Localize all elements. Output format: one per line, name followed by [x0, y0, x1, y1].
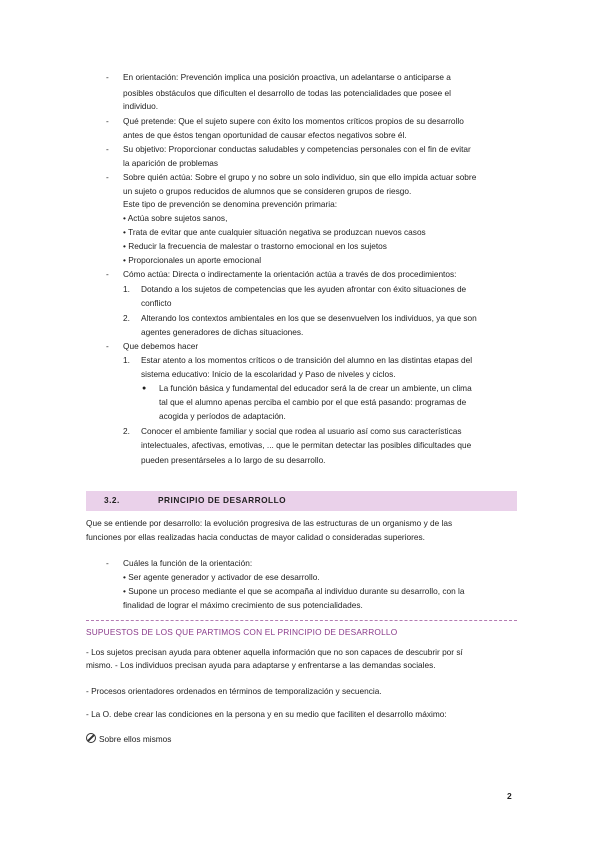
- text-line: pueden presentárseles a lo largo de su desarrollo.: [141, 455, 326, 465]
- text-line: Que debemos hacer: [123, 341, 199, 351]
- text-line: • Proporcionales un aporte emocional: [123, 255, 262, 265]
- text-line: un sujeto o grupos reducidos de alumnos que se consideren grupos de riesgo.: [123, 186, 412, 196]
- subsection-heading: SUPUESTOS DE LOS QUE PARTIMOS CON EL PRINCIPIO DE DESARROLLO: [86, 627, 398, 637]
- text-line: tal que el alumno apenas perciba el cambio por el que está pasando: programas de: [159, 397, 467, 407]
- text-line: Cómo actúa: Directa o indirectamente la orientación actúa a través de dos procedimientos:: [123, 269, 457, 279]
- text-line: - Procesos orientadores ordenados en términos de temporalización y secuencia.: [86, 686, 382, 696]
- text-line: Su objetivo: Proporcionar conductas saludables y competencias personales con el fin de evitar: [123, 144, 471, 154]
- item-number: 1.: [123, 355, 130, 365]
- section-number: 3.2.: [104, 495, 120, 505]
- dashed-divider: [86, 620, 517, 621]
- text-line: • Ser agente generador y activador de ese desarrollo.: [123, 572, 320, 582]
- text-line: Alterando los contextos ambientales en los que se desenvuelven los individuos, ya que son: [141, 313, 477, 323]
- text-line: • Reducir la frecuencia de malestar o trastorno emocional en los sujetos: [123, 241, 387, 251]
- text-line: agentes generadores de dichas situaciones.: [141, 327, 304, 337]
- dash-bullet: -: [106, 558, 109, 568]
- text-line: Que se entiende por desarrollo: la evolución progresiva de las estructuras de un organismo y de las: [86, 518, 453, 528]
- text-line: Cuáles la función de la orientación:: [123, 558, 253, 568]
- prohibited-icon: [86, 733, 96, 743]
- text-line: Dotando a los sujetos de competencias que les ayuden afrontar con éxito situaciones de: [141, 284, 467, 294]
- text-line: - Los sujetos precisan ayuda para obtener aquella información que no son capaces de descubrir por sí: [86, 647, 463, 657]
- section-header: [86, 491, 517, 511]
- text-line: posibles obstáculos que dificulten el desarrollo de todas las potencialidades que posee el: [123, 88, 451, 98]
- text-span: Sobre ellos mismos: [99, 734, 172, 744]
- text-line: Este tipo de prevención se denomina prevención primaria:: [123, 199, 337, 209]
- text-line: sistema educativo: Inicio de la escolaridad y Paso de niveles y ciclos.: [141, 369, 396, 379]
- text-line: Sobre quién actúa: Sobre el grupo y no sobre un solo individuo, sin que ello impida actuar sobre: [123, 172, 477, 182]
- dash-bullet: -: [106, 269, 109, 279]
- text-line: Estar atento a los momentos críticos o de transición del alumno en las distintas etapas del: [141, 355, 473, 365]
- text-line: mismo. - Los individuos precisan ayuda para adaptarse y enfrentarse a las demandas sociales.: [86, 660, 436, 670]
- dash-bullet: -: [106, 116, 109, 126]
- text-line: • Actúa sobre sujetos sanos,: [123, 213, 228, 223]
- bullet-dot: ●: [142, 385, 147, 392]
- text-line: funciones por ellas realizadas hacia conductas de mayor calidad o consideradas superiores.: [86, 532, 425, 542]
- text-line: conflicto: [141, 298, 172, 308]
- text-line: En orientación: Prevención implica una posición proactiva, un adelantarse o anticiparse a: [123, 72, 451, 82]
- dash-bullet: -: [106, 172, 109, 182]
- section-title: PRINCIPIO DE DESARROLLO: [158, 495, 287, 505]
- text-line: [86, 733, 171, 745]
- text-line: antes de que éstos tengan oportunidad de causar efectos negativos sobre él.: [123, 130, 407, 140]
- item-number: 2.: [123, 313, 130, 323]
- item-number: 2.: [123, 426, 130, 436]
- text-line: acogida y períodos de adaptación.: [159, 411, 286, 421]
- item-number: 1.: [123, 284, 130, 294]
- dash-bullet: -: [106, 341, 109, 351]
- text-line: Qué pretende: Que el sujeto supere con éxito los momentos críticos propios de su desarrollo: [123, 116, 464, 126]
- text-line: la aparición de problemas: [123, 158, 219, 168]
- text-line: individuo.: [123, 101, 159, 111]
- text-line: intelectuales, afectivas, emotivas, ... que le permitan detectar las posibles dificultades que: [141, 440, 472, 450]
- text-line: Conocer el ambiente familiar y social que rodea al usuario así como sus características: [141, 426, 462, 436]
- page-number: 2: [507, 791, 512, 801]
- text-line: • Supone un proceso mediante el que se acompaña al individuo durante su desarrollo, con la: [123, 586, 465, 596]
- dash-bullet: -: [106, 72, 109, 82]
- text-line: - La O. debe crear las condiciones en la persona y en su medio que faciliten el desarrollo máximo:: [86, 709, 447, 719]
- dash-bullet: -: [106, 144, 109, 154]
- text-line: • Trata de evitar que ante cualquier situación negativa se produzcan nuevos casos: [123, 227, 426, 237]
- text-line: La función básica y fundamental del educador será la de crear un ambiente, un clima: [159, 383, 472, 393]
- text-line: finalidad de lograr el máximo crecimiento de sus potencialidades.: [123, 600, 363, 610]
